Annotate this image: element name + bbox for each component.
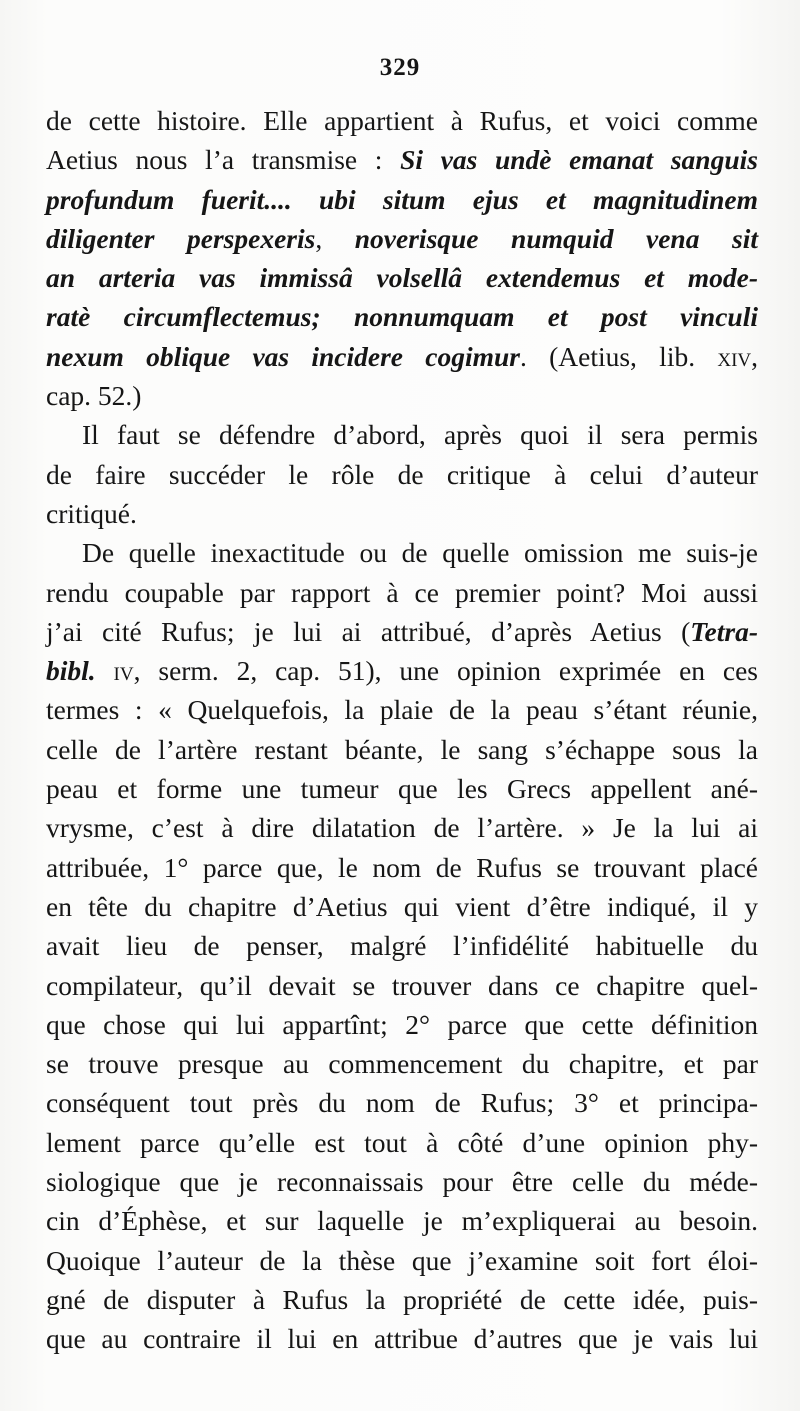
text-run: xiv — [717, 340, 752, 372]
text-line — [46, 966, 758, 1005]
text-line — [46, 848, 758, 887]
text-run: de faire succéder le rôle de critique à celui d’auteur — [46, 458, 758, 490]
text-line — [46, 180, 758, 219]
text-run — [96, 655, 114, 686]
italic-quotation: nexum oblique vas incidere cogimur — [46, 340, 520, 372]
italic-quotation: ratè circumflectemus; nonnumquam et post vinculi — [46, 301, 758, 333]
text-line — [46, 297, 758, 336]
text-line — [46, 1005, 758, 1044]
text-line — [46, 808, 758, 847]
text-line — [46, 573, 758, 612]
text-line — [46, 769, 758, 808]
text-line — [46, 1044, 758, 1083]
text-line — [46, 415, 758, 454]
text-line — [46, 219, 758, 258]
text-run: compilateur, qu’il devait se trouver dans ce chapitre quel- — [46, 969, 758, 1001]
text-run: iv — [113, 655, 134, 687]
text-run: siologique que je reconnaissais pour être celle du méde- — [46, 1166, 758, 1198]
text-run: cin d’Éphèse, et sur laquelle je m’expliquerai au besoin. — [46, 1205, 758, 1237]
italic-quotation: Tetra- — [690, 615, 758, 647]
text-run: , — [751, 340, 758, 372]
text-run: Il faut se défendre d’abord, après quoi il sera permis — [82, 419, 758, 451]
text-line — [46, 494, 758, 533]
text-line — [46, 140, 758, 179]
text-line — [46, 730, 758, 769]
text-line — [46, 533, 758, 572]
italic-quotation: diligenter perspexeris — [46, 222, 316, 254]
text-run: , serm. 2, cap. 51), une opinion exprimée en ces — [133, 655, 759, 687]
text-line — [46, 1123, 758, 1162]
italic-quotation: bibl. — [46, 655, 96, 687]
text-run: Aetius nous l’a transmise : — [46, 144, 401, 176]
text-run: cap. 52.) — [46, 380, 142, 412]
text-run: attribuée, 1° parce que, le nom de Rufus se trouvant placé — [46, 851, 758, 883]
italic-quotation: profundum fuerit.... ubi situm ejus et magnitudinem — [46, 183, 758, 215]
italic-quotation: Si vas undè emanat sanguis — [400, 144, 758, 176]
text-line — [46, 926, 758, 965]
text-run: De quelle inexactitude ou de quelle omission me suis-je — [82, 537, 758, 569]
text-run: rendu coupable par rapport à ce premier point? Moi aussi — [46, 576, 758, 608]
text-line — [46, 455, 758, 494]
text-line — [46, 1280, 758, 1319]
text-run: que chose qui lui appartînt; 2° parce que cette définition — [46, 1008, 758, 1040]
text-line — [46, 690, 758, 729]
page-number: 329 — [379, 54, 421, 81]
italic-quotation: an arteria vas immissâ volsellâ extendemus et mode- — [46, 262, 758, 294]
text-run: critiqué. — [46, 497, 137, 529]
text-line — [46, 258, 758, 297]
body-text — [46, 101, 758, 1359]
text-line — [46, 1162, 758, 1201]
text-line — [46, 101, 758, 140]
text-run: Quoique l’auteur de la thèse que j’examine soit fort éloi- — [46, 1244, 758, 1276]
text-run: se trouve presque au commencement du chapitre, et par — [46, 1048, 758, 1080]
text-line — [46, 1241, 758, 1280]
text-run: avait lieu de penser, malgré l’infidélité habituelle du — [46, 930, 758, 962]
text-line — [46, 1201, 758, 1240]
text-line — [46, 887, 758, 926]
text-run: que au contraire il lui en attribue d’autres que je vais lui — [46, 1323, 758, 1355]
text-line — [46, 376, 758, 415]
text-run: conséquent tout près du nom de Rufus; 3° et principa- — [46, 1087, 758, 1119]
text-run: termes : « Quelquefois, la plaie de la peau s’étant réunie, — [46, 694, 758, 726]
text-line — [46, 612, 758, 651]
text-line — [46, 337, 758, 376]
text-line — [46, 1319, 758, 1358]
text-run: vrysme, c’est à dire dilatation de l’artère. » Je la lui ai — [46, 812, 758, 844]
text-run: j’ai cité Rufus; je lui ai attribué, d’après Aetius ( — [46, 615, 691, 647]
text-run: de cette histoire. Elle appartient à Rufus, et voici comme — [46, 105, 758, 136]
text-run: peau et forme une tumeur que les Grecs appellent ané- — [46, 773, 758, 805]
text-run: , — [315, 222, 355, 254]
text-line — [46, 1083, 758, 1122]
text-run: lement parce qu’elle est tout à côté d’une opinion phy- — [46, 1126, 758, 1158]
text-run: . (Aetius, lib. — [519, 340, 718, 372]
text-run: gné de disputer à Rufus la propriété de cette idée, puis- — [46, 1283, 758, 1315]
italic-quotation: noverisque numquid vena sit — [354, 222, 758, 254]
text-line — [46, 651, 758, 690]
text-run: en tête du chapitre d’Aetius qui vient d’être indiqué, il y — [46, 890, 758, 922]
text-run: celle de l’artère restant béante, le sang s’échappe sous la — [46, 733, 758, 765]
